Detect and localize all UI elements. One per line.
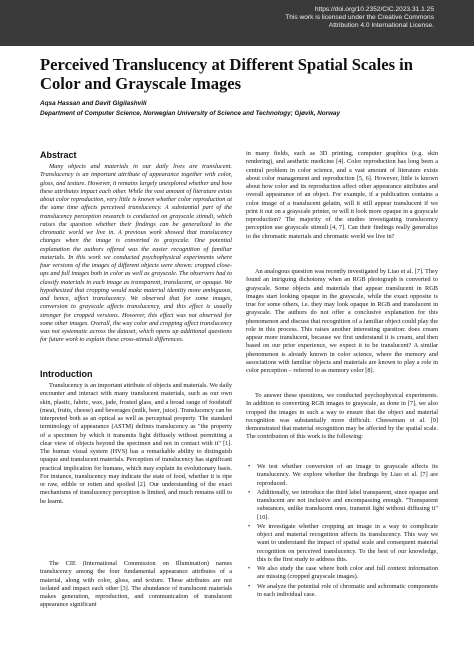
intro-paragraph-3: in many fields, such as 3D printing, computer graphics (e.g. skin rendering), and aesthetic medicine [4]. Color reproduction has long been a central problem in color science, and a vast amount of literature exists about color management and reproduction [5, 6]. However, little is known about how color and its reproduction affect other appearance attributes and overall appearance of an object. For example, if a publication contains a color image of a translucent gelatin, will it still appear translucent if we print it out on a grayscale printer, or will it look more opaque in a grayscale reproduction? The majority of the studies investigating translucency perception use grayscale stimuli [4, 7]. Can their findings really generalize to the chromatic materials and chromatic world we live in?	[246, 150, 438, 240]
intro-paragraph-2: The CIE (International Commission on Illumination) names translucency among the four fundamental appearance attributes of a material, along with color, gloss, and texture. These attributes are not isolated and impact each other [3]. The abundance of translucent materials makes generation, reproduction, and communication of translucent appearance significant	[40, 560, 232, 609]
intro-paragraph-5: To answer these questions, we conducted psychophysical experiments. In addition to converting RGB images to grayscale, as done in [7], we also cropped the images in such a way to ensure that the object and material recognition was substantially more difficult. Cheeseman et al. [9] demonstrated that material recognition may be affected by the spatial scale. The contribution of this work is the following:	[246, 392, 438, 441]
doi-link[interactable]: https://doi.org/10.2352/CIC.2023.31.1.25	[314, 6, 434, 13]
list-item: • We test whether conversion of an image to grayscale affects its translucency. We explore whether the findings by Liao et al. [7] are reproduced.	[248, 463, 438, 487]
header-band	[0, 0, 474, 46]
intro-paragraph-1: Translucency is an important attribute of objects and materials. We daily encounter and interact with many translucent materials, such as our own skin, plastic, fabric, wax, jade, frosted glass, and a broad range of foodstuff (meat, fruits, cheese) and beverages (milk, beer, juice). Translucency can be interpreted both as an optical as well as perceptual property. The standard terminology of appearance (ASTM) defines translucency as "the property of a specimen by which it transmits light diffusely without permitting a clear view of objects beyond the specimen and not in contact with it" [1]. The human visual system (HVS) has a remarkable ability to distinguish opaque and translucent materials. Perception of translucency has significant practical implication for humans, which may explain its evolutionary basis. For instance, translucency may indicate the state of food, whether it is ripe or raw, edible or rotten and spoiled [2]. Our understanding of the exact mechanisms of translucency perception is limited, and much remains still to be learnt.	[40, 382, 232, 505]
intro-paragraph-4: An analogous question was recently investigated by Liao et al. [7]. They found an intriguing dichotomy when an RGB photograph is converted to grayscale. Some objects and materials that appear translucent in RGB images start looking opaque in the grayscale, while the exact opposite is true for some others, i.e. they may look opaque in RGB and translucent in grayscale. The authors do not offer a conclusive explanation for this phenomenon and discuss that recognition of a familiar object could play the role in this process. This raises another interesting question: does cream appear more translucent, because we first understand it is cream, and then based on our prior experience, we expect it to be translucent? A similar phenomenon is already known in color science, where the memory and associations with familiar objects and materials are known to play a role in color perception – referred to as memory color [8].	[246, 268, 438, 374]
list-item: • We also study the case where both color and full context information are missing (cropped grayscale images).	[248, 565, 438, 581]
paper-title: Perceived Translucency at Different Spatial Scales in Color and Grayscale Images	[40, 55, 414, 93]
list-item: • We analyze the potential role of chromatic and achromatic components in each individual case.	[248, 582, 438, 598]
paper-authors: Aqsa Hassan and Davit Gigilashvili	[40, 100, 147, 107]
contributions-list	[246, 463, 438, 600]
doi-license-block	[285, 6, 434, 30]
license-line-2: Attribution 4.0 International License.	[328, 22, 434, 29]
introduction-heading: Introduction	[40, 369, 93, 379]
abstract-heading: Abstract	[40, 150, 77, 160]
paper-affiliation: Department of Computer Science, Norwegian University of Science and Technology; Gjøvik, Norway	[40, 110, 340, 117]
list-item: • Additionally, we introduce the third label transparent, since opaque and translucent are not inclusive and encompassing enough. "Transparent substances, unlike translucent ones, transmit light without diffusing it" [10].	[248, 488, 438, 521]
abstract-text: Many objects and materials in our daily lives are translucent. Translucency is an important attribute of appearance together with color, gloss, and texture. However, it remains largely unexplored whether and how these attributes impact each other. While the vast amount of literature exists about color reproduction, very little is known whether color reproduction at the same time affects perceived translucency. A substantial part of the translucency perception research is conducted on grayscale stimuli, which raises the question whether their findings can be generalized to the chromatic world we live in. A previous work showed that translucency changes when the image is converted to grayscale. One potential explanation the authors offered was the easier recognition of familiar materials. In this work we conducted psychophysical experiments where four versions of the images of different objects were shown: cropped close-ups and full images both in color as well as grayscale. The observers had to classify materials in each image as transparent, translucent, or opaque. We hypothesized that cropping would make material identity more ambiguous, and hence, affect translucency. We observed that for some images, conversion to grayscale affects translucency, and this effect is usually stronger for cropped versions. However, this effect was not observed for some other images. Overall, the way color and cropping affect translucency was not systematic across the dataset, which opens up additional questions for future work to explain these cross-stimuli differences.	[40, 163, 232, 344]
list-item: • We investigate whether cropping an image in a way to complicate object and material recognition affects its translucency. This way we want to understand the impact of spatial scale and consequent material recognition on perceived translucency. To the best of our knowledge, this is the first study to address this.	[248, 522, 438, 563]
license-line-1: This work is licensed under the Creative Commons	[285, 14, 434, 21]
